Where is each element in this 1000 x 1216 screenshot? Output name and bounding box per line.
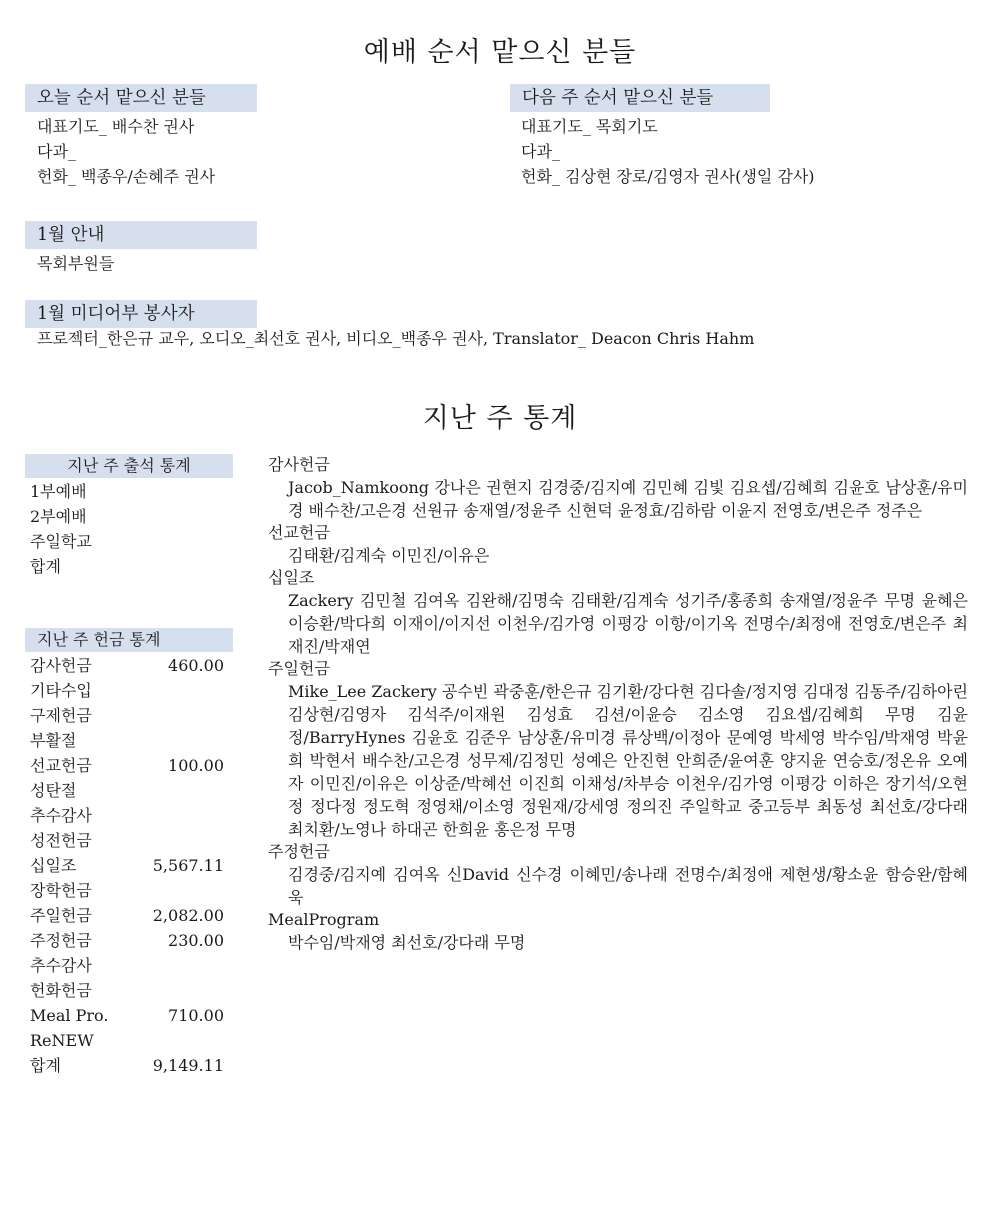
offering-value: 710.00 <box>168 1006 224 1025</box>
giver-category: 주정헌금 <box>268 842 330 861</box>
offering-label: 합계 <box>30 1056 61 1075</box>
givers-list <box>268 454 968 954</box>
offering-value: 100.00 <box>168 756 224 775</box>
offering-row <box>30 753 224 778</box>
next-refreshments: 다과_ <box>521 142 560 161</box>
offering-label: 구제헌금 <box>30 706 92 725</box>
next-flowers: 헌화_ 김상현 장로/김영자 권사(생일 감사) <box>521 167 815 186</box>
giver-category: 주일헌금 <box>268 659 330 678</box>
media-team-header: 1월 미디어부 봉사자 <box>25 300 257 328</box>
offering-row <box>30 678 224 703</box>
next-prayer: 대표기도_ 목회기도 <box>521 117 658 136</box>
offering-row <box>30 1003 224 1028</box>
attendance-row <box>30 554 224 579</box>
giver-group <box>268 658 968 841</box>
offering-label: 장학헌금 <box>30 881 92 900</box>
offering-row <box>30 828 224 853</box>
offering-value: 9,149.11 <box>152 1056 224 1075</box>
today-refreshments: 다과_ <box>37 142 76 161</box>
offering-label: 추수감사 <box>30 806 92 825</box>
offering-row <box>30 878 224 903</box>
offering-label: 감사헌금 <box>30 656 92 675</box>
giver-group <box>268 841 968 909</box>
offering-label: 주정헌금 <box>30 931 92 950</box>
offering-row <box>30 728 224 753</box>
attendance-header: 지난 주 출석 통계 <box>25 454 233 478</box>
today-flowers: 헌화_ 백종우/손혜주 권사 <box>37 167 216 186</box>
offering-value: 460.00 <box>168 656 224 675</box>
offering-label: 추수감사 <box>30 956 92 975</box>
giver-names: Zackery 김민철 김여옥 김완해/김명숙 김태환/김계숙 성기주/홍종희 송재열/정윤주 무명 윤혜은 이승환/박다희 이재이/이지선 이천우/김가영 이평강 이항/이기옥 전명수/최정애 전영호/변은주 최재진/박재연 <box>288 591 968 656</box>
giver-group <box>268 454 968 522</box>
giver-names: Jacob_Namkoong 강나은 권현지 김경중/김지예 김민혜 김빛 김요셉/김혜희 김윤호 남상훈/유미경 배수찬/고은경 선원규 송재열/정윤주 신현덕 윤정효/김하람 이윤지 전영호/변은주 정주은 <box>288 478 968 520</box>
giver-names: 박수임/박재영 최선호/강다래 무명 <box>288 933 526 952</box>
offering-header: 지난 주 헌금 통계 <box>25 628 233 652</box>
offering-total-row <box>30 1053 224 1078</box>
offering-label: 성전헌금 <box>30 831 92 850</box>
offering-row <box>30 653 224 678</box>
offering-label: 주일헌금 <box>30 906 92 925</box>
january-notice-header: 1월 안내 <box>25 221 257 249</box>
offering-label: 부활절 <box>30 731 77 750</box>
offering-label: ReNEW <box>30 1031 94 1050</box>
offering-row <box>30 928 224 953</box>
attendance-row <box>30 479 224 504</box>
offering-row <box>30 778 224 803</box>
giver-category: 선교헌금 <box>268 523 330 542</box>
offering-value: 230.00 <box>168 931 224 950</box>
offering-value: 5,567.11 <box>152 856 224 875</box>
attendance-label: 주일학교 <box>30 532 92 551</box>
offering-row <box>30 953 224 978</box>
offering-row <box>30 703 224 728</box>
attendance-label: 2부예배 <box>30 507 87 526</box>
giver-names: Mike_Lee Zackery 공수빈 곽중훈/한은규 김기환/강다현 김다솔/정지영 김대정 김동주/김하아린 김상현/김영자 김석주/이재원 김성효 김션/이윤승 김소영 김요셉/김혜희 무명 김윤정/BarryHynes 김윤호 김준우 남상훈/유미경 류상백/이정아 문예영 박세영 박수임/박재영 박윤희 박현서 배수찬/고은경 성무제/김정민 성예은 안진현 안희준/윤여훈 양지윤 연승호/정온유 오예자 이민진/이유은 이상준/박혜선 이진희 이채성/차부승 이천우/김가영 이평강 이하은 장기석/오현정 정다정 정도혁 정영채/이소영 정원재/강세영 정의진 주일학교 중고등부 최동성 최선호/강다래 최치환/노영나 하대곤 한희윤 홍은정 무명 <box>288 682 968 839</box>
offering-label: 성탄절 <box>30 781 77 800</box>
offering-label: 선교헌금 <box>30 756 92 775</box>
offering-label: 헌화헌금 <box>30 981 92 1000</box>
servants-title: 예배 순서 맡으신 분들 <box>363 37 637 68</box>
offering-label: Meal Pro. <box>30 1006 109 1025</box>
giver-category: 감사헌금 <box>268 455 330 474</box>
offering-row <box>30 1028 224 1053</box>
giver-group <box>268 909 968 954</box>
giver-category: 십일조 <box>268 568 315 587</box>
giver-group <box>268 522 968 567</box>
media-team-text: 프로젝터_한은규 교우, 오디오_최선호 권사, 비디오_백종우 권사, Translator_ Deacon Chris Hahm <box>37 329 755 348</box>
today-servants-header: 오늘 순서 맡으신 분들 <box>25 84 257 112</box>
giver-names: 김경중/김지예 김여옥 신David 신수경 이혜민/송나래 전명수/최정애 제현생/황소윤 함승완/함혜욱 <box>288 865 968 907</box>
offering-row <box>30 978 224 1003</box>
attendance-label: 1부예배 <box>30 482 87 501</box>
today-prayer: 대표기도_ 배수찬 권사 <box>37 117 195 136</box>
january-notice-text: 목회부원들 <box>37 254 115 273</box>
giver-group <box>268 567 968 658</box>
offering-row <box>30 903 224 928</box>
offering-label: 십일조 <box>30 856 77 875</box>
attendance-row <box>30 504 224 529</box>
giver-names: 김태환/김계숙 이민진/이유은 <box>288 546 490 565</box>
attendance-row <box>30 529 224 554</box>
next-week-servants-header: 다음 주 순서 맡으신 분들 <box>510 84 770 112</box>
offering-row <box>30 803 224 828</box>
offering-label: 기타수입 <box>30 681 92 700</box>
giver-category: MealProgram <box>268 910 380 929</box>
attendance-label: 합계 <box>30 557 61 576</box>
offering-row <box>30 853 224 878</box>
stats-title: 지난 주 통계 <box>422 403 578 434</box>
offering-value: 2,082.00 <box>152 906 224 925</box>
